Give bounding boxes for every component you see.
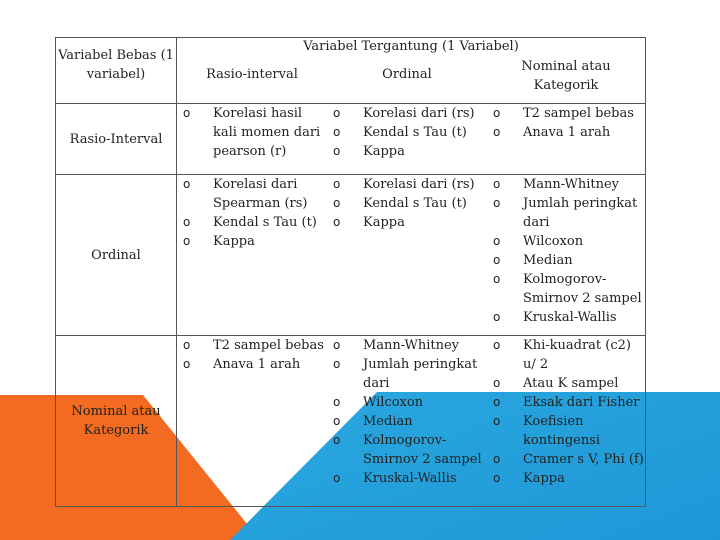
row-header-nominal <box>56 336 177 507</box>
column-header-nominal <box>487 55 646 104</box>
row-header-label: Nominal atau Kategorik <box>71 404 161 438</box>
list-item: o Kolmogorov-Smirnov 2 sampel <box>327 431 487 469</box>
column-header-label: Rasio-interval <box>206 67 298 82</box>
list-item: o Mann-Whitney <box>487 175 645 194</box>
list-item: o Median <box>487 251 645 270</box>
list <box>327 336 487 488</box>
list <box>487 336 645 488</box>
list-item: o Kappa <box>177 232 327 251</box>
list-item: o Jumlah peringkat dari <box>327 355 487 393</box>
list-item: o Jumlah peringkat dari <box>487 194 645 232</box>
list-item: o Kendal s Tau (t) <box>327 194 487 213</box>
list-item: o T2 sampel bebas <box>177 336 327 355</box>
list-item: o Korelasi dari (rs) <box>327 104 487 123</box>
list-item: o Anava 1 arah <box>487 123 645 142</box>
cell-r3-c1 <box>177 336 328 507</box>
top-header-label: Variabel Tergantung (1 Variabel) <box>303 39 519 54</box>
list <box>177 336 327 374</box>
cell-r3-c2 <box>327 336 487 507</box>
column-header-label: Nominal atau Kategorik <box>521 59 611 93</box>
list <box>487 175 645 327</box>
list-item: o Kendal s Tau (t) <box>177 213 327 232</box>
column-header-label: Ordinal <box>382 67 432 82</box>
list-item: o Korelasi dari Spearman (rs) <box>177 175 327 213</box>
corner-header-label: Variabel Bebas (1 variabel) <box>58 48 174 82</box>
list-item: o Mann-Whitney <box>327 336 487 355</box>
list <box>327 104 487 161</box>
list-item: o Khi-kuadrat (c2) u/ 2 <box>487 336 645 374</box>
list-item: o Anava 1 arah <box>177 355 327 374</box>
row-header-label: Rasio-Interval <box>69 131 163 147</box>
list <box>487 104 645 142</box>
list-item: o T2 sampel bebas <box>487 104 645 123</box>
cell-r2-c1 <box>177 175 328 336</box>
list-item: o Koefisien kontingensi <box>487 412 645 450</box>
row-header-rasio-interval <box>56 104 177 175</box>
list-item: o Kolmogorov-Smirnov 2 sampel <box>487 270 645 308</box>
list-item: o Kappa <box>327 213 487 232</box>
list <box>327 175 487 232</box>
corner-header <box>56 38 177 104</box>
list-item: o Wilcoxon <box>487 232 645 251</box>
cell-r2-c3 <box>487 175 646 336</box>
list-item: o Korelasi dari (rs) <box>327 175 487 194</box>
column-header-ordinal <box>327 55 487 104</box>
list-item: o Kruskal-Wallis <box>327 469 487 488</box>
cell-r1-c1 <box>177 104 328 175</box>
list-item: o Kruskal-Wallis <box>487 308 645 327</box>
statistics-table <box>55 37 646 507</box>
list <box>177 175 327 251</box>
row-header-ordinal <box>56 175 177 336</box>
cell-r2-c2 <box>327 175 487 336</box>
list-item: o Wilcoxon <box>327 393 487 412</box>
list-item: o Eksak dari Fisher <box>487 393 645 412</box>
list-item: o Atau K sampel <box>487 374 645 393</box>
cell-r1-c3 <box>487 104 646 175</box>
list-item: o Kendal s Tau (t) <box>327 123 487 142</box>
cell-r1-c2 <box>327 104 487 175</box>
list-item: o Korelasi hasil kali momen dari pearson (r) <box>177 104 327 161</box>
cell-r3-c3 <box>487 336 646 507</box>
column-header-rasio-interval <box>177 55 328 104</box>
list-item: o Kappa <box>327 142 487 161</box>
row-header-label: Ordinal <box>91 247 141 263</box>
top-header <box>177 38 646 56</box>
list-item: o Kappa <box>487 469 645 488</box>
list-item: o Cramer s V, Phi (f) <box>487 450 645 469</box>
list-item: o Median <box>327 412 487 431</box>
list <box>177 104 327 161</box>
